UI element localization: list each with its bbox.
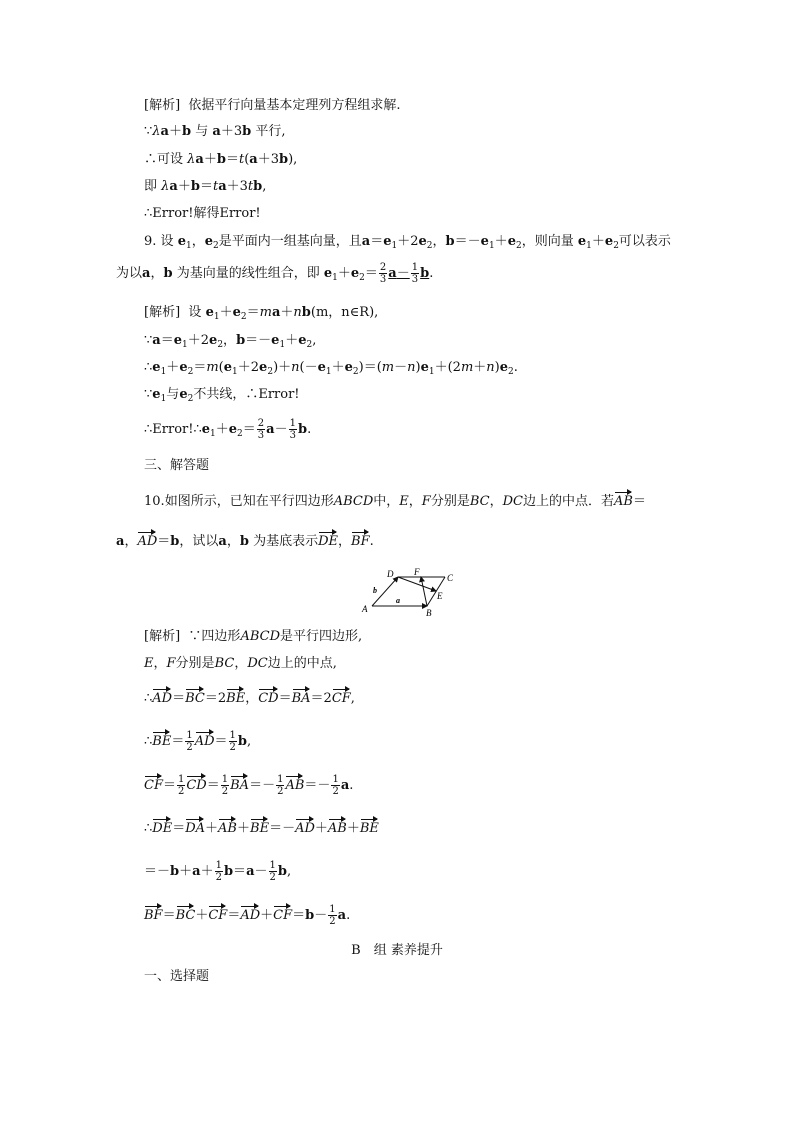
q10-solution-line5: CF＝ $\frac{1}{2}$ CD＝ $\frac{1}{2}$ BA＝－ $\frac{1}{2}$ AB＝－ $\frac{1}{2}$ a. — [144, 774, 354, 797]
q9-number: 9. — [144, 234, 157, 249]
parallelogram-figure — [360, 566, 460, 618]
q8-method-text: 依据平行向量基本定理列方程组求解. — [188, 98, 401, 113]
label-c: C — [447, 573, 454, 583]
section-heading-3: 三、解答题 — [144, 458, 210, 473]
q10-line1: 10.如图所示，已知在平行四边形ABCD中，E，F分别是BC，DC边上的中点．若AB＝ — [144, 491, 646, 511]
jiexi-label: [解析] — [144, 98, 181, 113]
q9-solution-line2: $\because a=e_1+2e_2$，$b=-e_1+e_2$, — [144, 333, 317, 350]
q10-solution-line6: ∴DE＝DA＋AB＋BE＝－AD＋AB＋BE — [144, 818, 379, 838]
q8-solution-line5: ∴Error!解得Error! — [144, 206, 261, 221]
section-heading-1: 一、选择题 — [144, 969, 210, 984]
q10-solution-line7: ＝－b＋a＋ $\frac{1}{2}$ b＝a－ $\frac{1}{2}$ b, — [144, 860, 292, 883]
q10-solution-line4: ∴BE＝ $\frac{1}{2}$ AD＝ $\frac{1}{2}$ b, — [144, 730, 252, 753]
label-e: E — [437, 591, 443, 601]
q8-solution-line1 — [144, 97, 401, 115]
q9-answer-blank: $\frac{2}{3}$ a－ $\frac{1}{3}$ b — [379, 262, 430, 285]
q9-solution-line1: [解析] 设 $e_1+e_2=ma+nb(m$，n∈R), — [144, 305, 379, 322]
q9-solution-line5: $\therefore Error!\therefore e_1+e_2=$ $\frac{2}{3}$ a－ $\frac{1}{3}$ b. — [144, 418, 312, 441]
section-b-heading: B 组 素养提升 — [351, 943, 443, 958]
q10-solution-line8: BF＝BC＋CF＝AD＋CF＝b－ $\frac{1}{2}$ a. — [144, 904, 351, 927]
label-vec-b: b — [373, 586, 377, 595]
q10-solution-line1: [解析] ∵四边形ABCD是平行四边形, — [144, 629, 363, 644]
q9-solution-line4: $\because e_1$与$e_2$不共线，∴Error! — [144, 387, 300, 404]
label-d: D — [387, 569, 394, 579]
segment-bf — [421, 577, 427, 606]
q10-solution-line3: ∴AD＝BC＝2BE，CD＝BA＝2CF, — [144, 688, 355, 708]
q8-solution-line3: ∴可设 λa＋b＝t(a＋3b), — [144, 152, 298, 167]
label-f: F — [414, 567, 420, 577]
q10-line2: a，AD＝b，试以a，b 为基底表示DE，BF. — [116, 531, 374, 551]
q8-solution-line4: 即 λa＋b＝ta＋3tb, — [144, 179, 267, 194]
label-b: B — [426, 608, 432, 618]
label-vec-a: a — [396, 596, 400, 605]
segment-de — [398, 577, 436, 591]
q9-line1: 9. 设 $e_1$，$e_2$是平面内一组基向量，且$a=e_1+2e_2$，$b=-e_1+e_2$，则向量 $e_1+e_2$可以表示 — [144, 234, 671, 251]
label-a: A — [362, 604, 368, 614]
q10-solution-line2: E，F分别是BC，DC边上的中点, — [144, 656, 337, 671]
q9-solution-line3: $\therefore e_1+e_2=m(e_1+2e_2)+n(-e_1+e_2)=(m-n)e_1+(2m+n)e_2$. — [144, 360, 518, 377]
q9-line2: 为以a，b 为基向量的线性组合，即 $e_1+e_2=$ $\frac{2}{3}$ a－ $\frac{1}{3}$ b. — [116, 262, 434, 285]
q10-number: 10. — [144, 494, 165, 509]
q8-solution-line2: ∵λa＋b 与 a＋3b 平行, — [144, 124, 286, 139]
